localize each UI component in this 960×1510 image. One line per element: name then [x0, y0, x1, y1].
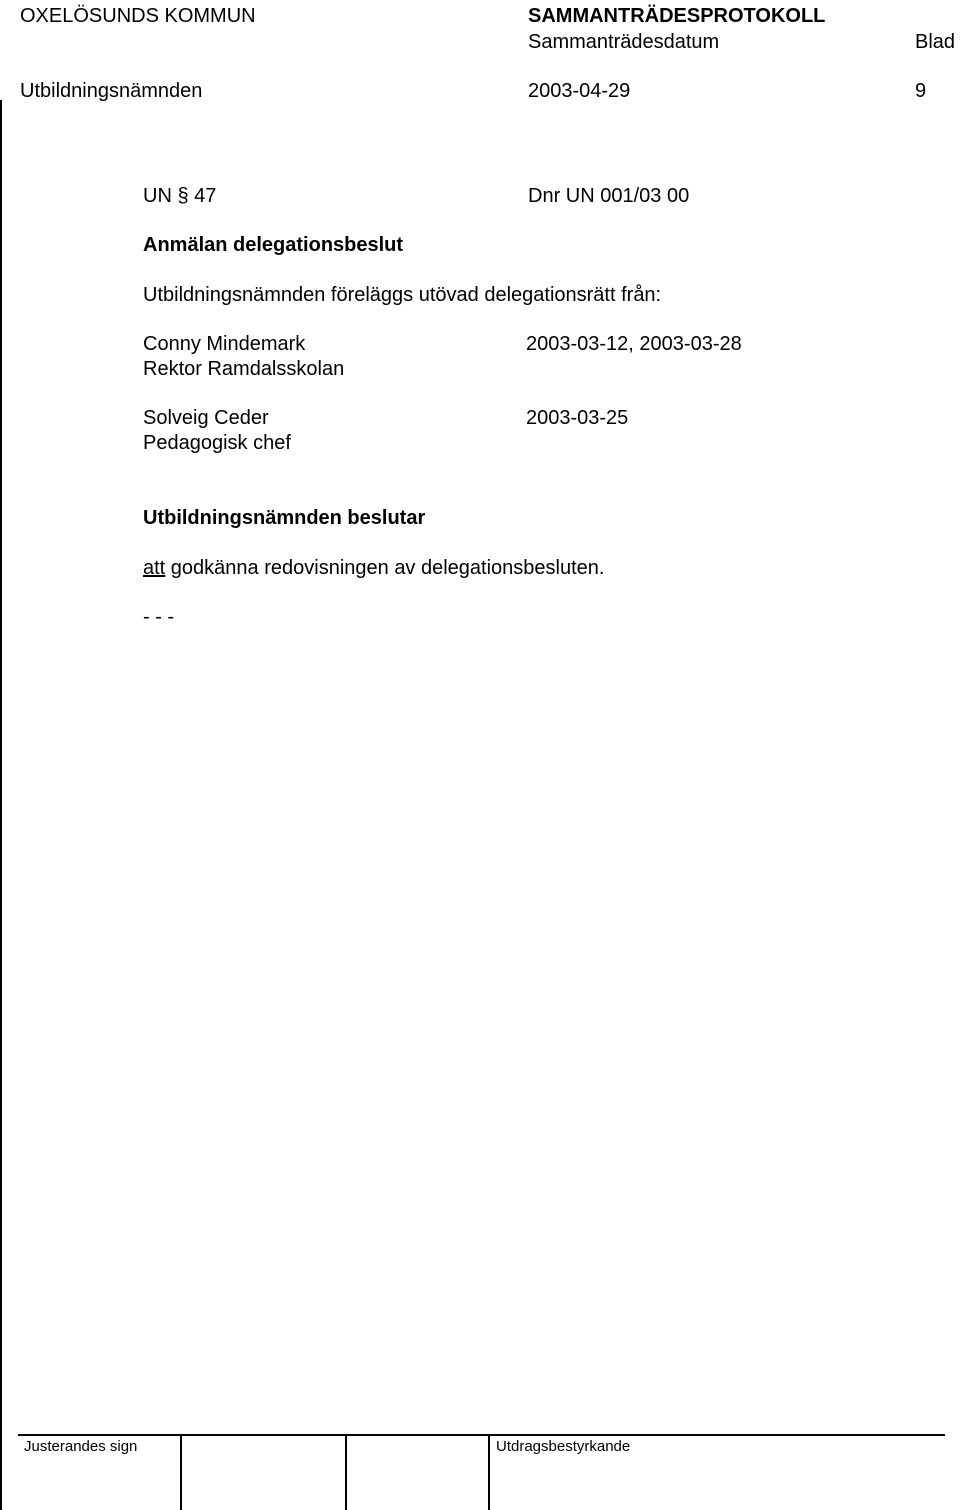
decision-heading: Utbildningsnämnden beslutar	[143, 507, 426, 529]
municipality-name: OXELÖSUNDS KOMMUN	[20, 5, 256, 27]
delegate-dates: 2003-03-25	[526, 407, 629, 429]
decision-att: att	[143, 557, 166, 579]
item-title: Anmälan delegationsbeslut	[143, 234, 404, 256]
decision-line	[143, 556, 604, 580]
page-number: 9	[915, 80, 927, 102]
delegate-name: Solveig Ceder	[143, 407, 269, 429]
utdrag-label: Utdragsbestyrkande	[496, 1438, 631, 1455]
left-margin-line	[0, 100, 2, 1510]
committee-name: Utbildningsnämnden	[20, 80, 203, 102]
footer-divider	[345, 1434, 347, 1510]
delegate-role: Rektor Ramdalsskolan	[143, 358, 345, 380]
justering-label: Justerandes sign	[24, 1438, 138, 1455]
footer-divider	[180, 1434, 182, 1510]
page-label: Blad	[915, 31, 956, 53]
meeting-date: 2003-04-29	[528, 80, 631, 102]
delegate-dates: 2003-03-12, 2003-03-28	[526, 333, 742, 355]
intro-text: Utbildningsnämnden föreläggs utövad delegationsrätt från:	[143, 284, 662, 306]
document-type: SAMMANTRÄDESPROTOKOLL	[528, 5, 826, 27]
date-label: Sammanträdesdatum	[528, 31, 720, 53]
footer-divider	[488, 1434, 490, 1510]
end-marker: - - -	[143, 606, 175, 628]
delegate-name: Conny Mindemark	[143, 333, 306, 355]
delegate-role: Pedagogisk chef	[143, 432, 291, 454]
item-number: UN § 47	[143, 185, 217, 207]
footer-rule	[18, 1434, 945, 1436]
decision-text: godkänna redovisningen av delegationsbesluten.	[165, 557, 605, 579]
diary-number: Dnr UN 001/03 00	[528, 185, 690, 207]
